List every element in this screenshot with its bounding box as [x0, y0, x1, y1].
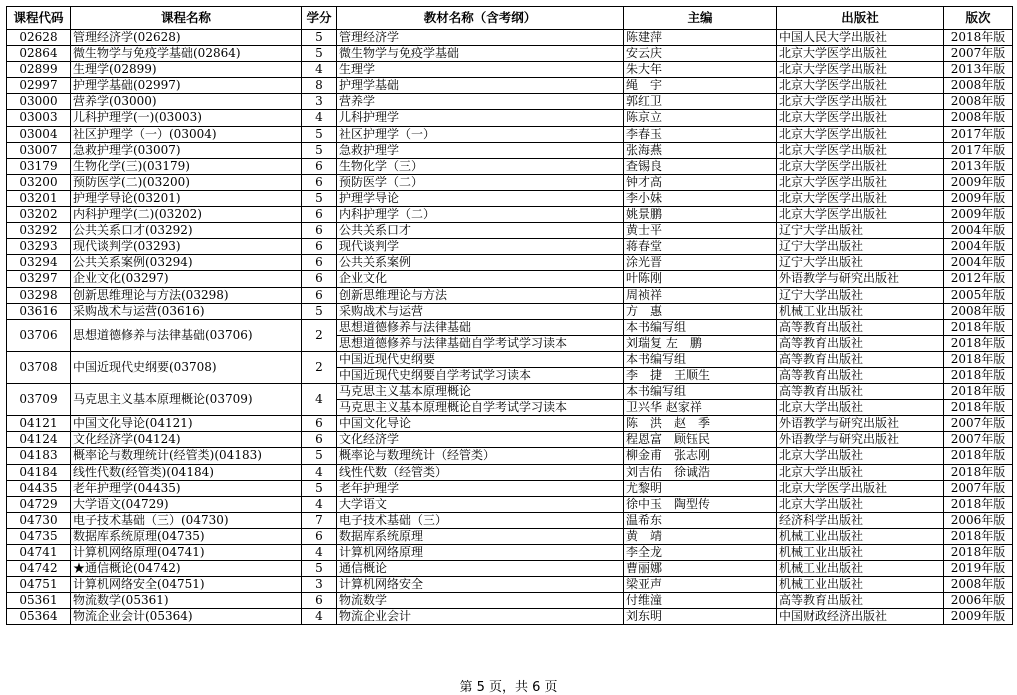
edition-cell: 2018年版: [944, 30, 1013, 46]
textbook-title-cell: 营养学: [337, 94, 624, 110]
edition-cell: 2008年版: [944, 110, 1013, 126]
course-name-cell: 马克思主义基本原理概论(03709): [71, 384, 302, 416]
textbook-title-cell: 大学语文: [337, 496, 624, 512]
edition-cell: 2018年版: [944, 528, 1013, 544]
course-name-cell: 公共关系口才(03292): [71, 223, 302, 239]
editor-cell: 刘东明: [624, 609, 777, 625]
editor-cell: 刘吉佑 徐诚浩: [624, 464, 777, 480]
textbook-title-cell: 预防医学（二）: [337, 174, 624, 190]
credit-cell: 3: [302, 94, 337, 110]
credit-cell: 6: [302, 174, 337, 190]
credit-cell: 4: [302, 110, 337, 126]
textbook-title-cell: 社区护理学（一）: [337, 126, 624, 142]
edition-cell: 2017年版: [944, 126, 1013, 142]
publisher-cell: 北京大学医学出版社: [777, 46, 944, 62]
course-code-cell: 04184: [7, 464, 71, 480]
textbook-title-cell: 采购战术与运营: [337, 303, 624, 319]
course-code-cell: 04435: [7, 480, 71, 496]
textbook-title-cell: 思想道德修养与法律基础自学考试学习读本: [337, 335, 624, 351]
edition-cell: 2008年版: [944, 94, 1013, 110]
editor-cell: 方 惠: [624, 303, 777, 319]
publisher-cell: 北京大学医学出版社: [777, 78, 944, 94]
textbook-title-cell: 通信概论: [337, 561, 624, 577]
edition-cell: 2005年版: [944, 287, 1013, 303]
edition-cell: 2018年版: [944, 496, 1013, 512]
table-row: [7, 545, 1013, 561]
editor-cell: 陈京立: [624, 110, 777, 126]
edition-cell: 2018年版: [944, 464, 1013, 480]
publisher-cell: 经济科学出版社: [777, 512, 944, 528]
header-course-code: 课程代码: [7, 7, 71, 30]
edition-cell: 2004年版: [944, 239, 1013, 255]
table-row: [7, 319, 1013, 335]
textbook-title-cell: 电子技术基础（三）: [337, 512, 624, 528]
course-code-cell: 03003: [7, 110, 71, 126]
table-row: [7, 94, 1013, 110]
table-row: [7, 239, 1013, 255]
publisher-cell: 北京大学医学出版社: [777, 207, 944, 223]
textbook-title-cell: 企业文化: [337, 271, 624, 287]
edition-cell: 2018年版: [944, 335, 1013, 351]
textbook-title-cell: 微生物学与免疫学基础: [337, 46, 624, 62]
edition-cell: 2018年版: [944, 400, 1013, 416]
editor-cell: 梁亚声: [624, 577, 777, 593]
publisher-cell: 外语教学与研究出版社: [777, 271, 944, 287]
course-code-cell: 04742: [7, 561, 71, 577]
textbook-title-cell: 中国近现代史纲要: [337, 351, 624, 367]
credit-cell: 5: [302, 561, 337, 577]
credit-cell: 2: [302, 351, 337, 383]
header-credit: 学分: [302, 7, 337, 30]
edition-cell: 2018年版: [944, 319, 1013, 335]
editor-cell: 本书编写组: [624, 319, 777, 335]
credit-cell: 6: [302, 255, 337, 271]
credit-cell: 4: [302, 609, 337, 625]
table-row: [7, 609, 1013, 625]
course-code-cell: 04124: [7, 432, 71, 448]
course-name-cell: 现代谈判学(03293): [71, 239, 302, 255]
credit-cell: 2: [302, 319, 337, 351]
publisher-cell: 外语教学与研究出版社: [777, 416, 944, 432]
credit-cell: 4: [302, 62, 337, 78]
editor-cell: 郭红卫: [624, 94, 777, 110]
edition-cell: 2017年版: [944, 142, 1013, 158]
course-code-cell: 03706: [7, 319, 71, 351]
publisher-cell: 高等教育出版社: [777, 367, 944, 383]
table-row: [7, 110, 1013, 126]
course-name-cell: 老年护理学(04435): [71, 480, 302, 496]
course-code-cell: 03292: [7, 223, 71, 239]
credit-cell: 4: [302, 464, 337, 480]
credit-cell: 5: [302, 126, 337, 142]
course-code-cell: 02628: [7, 30, 71, 46]
editor-cell: 李全龙: [624, 545, 777, 561]
edition-cell: 2009年版: [944, 190, 1013, 206]
course-name-cell: 儿科护理学(一)(03003): [71, 110, 302, 126]
course-name-cell: 数据库系统原理(04735): [71, 528, 302, 544]
header-publisher: 出版社: [777, 7, 944, 30]
edition-cell: 2006年版: [944, 512, 1013, 528]
course-code-cell: 04183: [7, 448, 71, 464]
credit-cell: 6: [302, 223, 337, 239]
publisher-cell: 高等教育出版社: [777, 384, 944, 400]
textbook-title-cell: 数据库系统原理: [337, 528, 624, 544]
header-editor: 主编: [624, 7, 777, 30]
edition-cell: 2007年版: [944, 480, 1013, 496]
table-row: [7, 62, 1013, 78]
publisher-cell: 北京大学出版社: [777, 400, 944, 416]
editor-cell: 李小妹: [624, 190, 777, 206]
course-code-cell: 04741: [7, 545, 71, 561]
course-name-cell: 急救护理学(03007): [71, 142, 302, 158]
textbook-title-cell: 护理学基础: [337, 78, 624, 94]
publisher-cell: 北京大学医学出版社: [777, 110, 944, 126]
table-row: [7, 448, 1013, 464]
credit-cell: 5: [302, 46, 337, 62]
credit-cell: 4: [302, 384, 337, 416]
edition-cell: 2004年版: [944, 255, 1013, 271]
textbook-title-cell: 中国近现代史纲要自学考试学习读本: [337, 367, 624, 383]
editor-cell: 李 捷 王顺生: [624, 367, 777, 383]
editor-cell: 徐中玉 陶型传: [624, 496, 777, 512]
course-code-cell: 03007: [7, 142, 71, 158]
table-row: [7, 528, 1013, 544]
edition-cell: 2004年版: [944, 223, 1013, 239]
course-name-cell: 中国近现代史纲要(03708): [71, 351, 302, 383]
course-name-cell: 生理学(02899): [71, 62, 302, 78]
table-row: [7, 46, 1013, 62]
editor-cell: 黄士平: [624, 223, 777, 239]
edition-cell: 2013年版: [944, 158, 1013, 174]
textbook-title-cell: 生理学: [337, 62, 624, 78]
textbook-title-cell: 老年护理学: [337, 480, 624, 496]
table-row: [7, 303, 1013, 319]
course-code-cell: 04751: [7, 577, 71, 593]
credit-cell: 4: [302, 545, 337, 561]
editor-cell: 曹丽娜: [624, 561, 777, 577]
textbook-title-cell: 现代谈判学: [337, 239, 624, 255]
credit-cell: 5: [302, 448, 337, 464]
publisher-cell: 机械工业出版社: [777, 577, 944, 593]
course-name-cell: 生物化学(三)(03179): [71, 158, 302, 174]
table-row: [7, 593, 1013, 609]
editor-cell: 姚景鹏: [624, 207, 777, 223]
course-code-cell: 05361: [7, 593, 71, 609]
publisher-cell: 机械工业出版社: [777, 545, 944, 561]
credit-cell: 5: [302, 30, 337, 46]
editor-cell: 程恩富 顾钰民: [624, 432, 777, 448]
editor-cell: 蒋春堂: [624, 239, 777, 255]
publisher-cell: 高等教育出版社: [777, 351, 944, 367]
edition-cell: 2018年版: [944, 351, 1013, 367]
publisher-cell: 北京大学出版社: [777, 448, 944, 464]
publisher-cell: 北京大学医学出版社: [777, 158, 944, 174]
course-name-cell: 公共关系案例(03294): [71, 255, 302, 271]
course-code-cell: 03708: [7, 351, 71, 383]
publisher-cell: 机械工业出版社: [777, 303, 944, 319]
publisher-cell: 机械工业出版社: [777, 528, 944, 544]
course-code-cell: 03294: [7, 255, 71, 271]
editor-cell: 朱大年: [624, 62, 777, 78]
textbook-title-cell: 中国文化导论: [337, 416, 624, 432]
table-row: [7, 464, 1013, 480]
credit-cell: 3: [302, 577, 337, 593]
credit-cell: 6: [302, 239, 337, 255]
table-row: [7, 384, 1013, 400]
table-row: [7, 158, 1013, 174]
course-name-cell: 线性代数(经管类)(04184): [71, 464, 302, 480]
edition-cell: 2013年版: [944, 62, 1013, 78]
table-row: [7, 496, 1013, 512]
edition-cell: 2019年版: [944, 561, 1013, 577]
table-row: [7, 207, 1013, 223]
editor-cell: 张海燕: [624, 142, 777, 158]
table-row: [7, 561, 1013, 577]
textbook-title-cell: 公共关系案例: [337, 255, 624, 271]
publisher-cell: 北京大学医学出版社: [777, 142, 944, 158]
editor-cell: 本书编写组: [624, 384, 777, 400]
textbook-title-cell: 儿科护理学: [337, 110, 624, 126]
edition-cell: 2008年版: [944, 577, 1013, 593]
course-name-cell: 护理学导论(03201): [71, 190, 302, 206]
course-code-cell: 03616: [7, 303, 71, 319]
edition-cell: 2007年版: [944, 416, 1013, 432]
credit-cell: 6: [302, 593, 337, 609]
table-row: [7, 255, 1013, 271]
editor-cell: 刘瑞复 左 鹏: [624, 335, 777, 351]
course-name-cell: 中国文化导论(04121): [71, 416, 302, 432]
publisher-cell: 高等教育出版社: [777, 319, 944, 335]
course-name-cell: 微生物学与免疫学基础(02864): [71, 46, 302, 62]
table-row: [7, 416, 1013, 432]
edition-cell: 2018年版: [944, 367, 1013, 383]
textbook-title-cell: 马克思主义基本原理概论自学考试学习读本: [337, 400, 624, 416]
course-code-cell: 03298: [7, 287, 71, 303]
course-code-cell: 03293: [7, 239, 71, 255]
table-row: [7, 126, 1013, 142]
credit-cell: 6: [302, 432, 337, 448]
publisher-cell: 辽宁大学出版社: [777, 287, 944, 303]
textbook-title-cell: 物流企业会计: [337, 609, 624, 625]
publisher-cell: 北京大学医学出版社: [777, 126, 944, 142]
textbook-title-cell: 物流数学: [337, 593, 624, 609]
course-name-cell: 物流数学(05361): [71, 593, 302, 609]
textbook-title-cell: 文化经济学: [337, 432, 624, 448]
publisher-cell: 外语教学与研究出版社: [777, 432, 944, 448]
course-name-cell: ★通信概论(04742): [71, 561, 302, 577]
course-name-cell: 概率论与数理统计(经管类)(04183): [71, 448, 302, 464]
textbook-title-cell: 管理经济学: [337, 30, 624, 46]
publisher-cell: 中国人民大学出版社: [777, 30, 944, 46]
editor-cell: 安云庆: [624, 46, 777, 62]
course-name-cell: 社区护理学（一）(03004): [71, 126, 302, 142]
course-code-cell: 02899: [7, 62, 71, 78]
editor-cell: 本书编写组: [624, 351, 777, 367]
course-name-cell: 电子技术基础（三）(04730): [71, 512, 302, 528]
course-name-cell: 采购战术与运营(03616): [71, 303, 302, 319]
textbook-title-cell: 概率论与数理统计（经管类）: [337, 448, 624, 464]
table-row: [7, 190, 1013, 206]
course-name-cell: 创新思维理论与方法(03298): [71, 287, 302, 303]
publisher-cell: 高等教育出版社: [777, 593, 944, 609]
editor-cell: 付维潼: [624, 593, 777, 609]
course-name-cell: 管理经济学(02628): [71, 30, 302, 46]
table-row: [7, 577, 1013, 593]
course-name-cell: 计算机网络原理(04741): [71, 545, 302, 561]
credit-cell: 6: [302, 207, 337, 223]
course-textbook-table: [6, 6, 1013, 625]
editor-cell: 卫兴华 赵家祥: [624, 400, 777, 416]
textbook-title-cell: 急救护理学: [337, 142, 624, 158]
table-row: [7, 432, 1013, 448]
course-code-cell: 04730: [7, 512, 71, 528]
course-name-cell: 文化经济学(04124): [71, 432, 302, 448]
publisher-cell: 北京大学医学出版社: [777, 62, 944, 78]
publisher-cell: 辽宁大学出版社: [777, 223, 944, 239]
course-code-cell: 03709: [7, 384, 71, 416]
course-code-cell: 03297: [7, 271, 71, 287]
header-textbook-title: 教材名称（含考纲）: [337, 7, 624, 30]
publisher-cell: 辽宁大学出版社: [777, 255, 944, 271]
editor-cell: 周祯祥: [624, 287, 777, 303]
course-code-cell: 03200: [7, 174, 71, 190]
edition-cell: 2018年版: [944, 384, 1013, 400]
publisher-cell: 北京大学医学出版社: [777, 94, 944, 110]
edition-cell: 2009年版: [944, 207, 1013, 223]
header-edition: 版次: [944, 7, 1013, 30]
course-name-cell: 营养学(03000): [71, 94, 302, 110]
textbook-title-cell: 计算机网络原理: [337, 545, 624, 561]
edition-cell: 2006年版: [944, 593, 1013, 609]
edition-cell: 2018年版: [944, 545, 1013, 561]
textbook-title-cell: 计算机网络安全: [337, 577, 624, 593]
table-row: [7, 287, 1013, 303]
textbook-title-cell: 线性代数（经管类）: [337, 464, 624, 480]
editor-cell: 李春玉: [624, 126, 777, 142]
table-row: [7, 30, 1013, 46]
table-row: [7, 174, 1013, 190]
publisher-cell: 辽宁大学出版社: [777, 239, 944, 255]
editor-cell: 柳金甫 张志刚: [624, 448, 777, 464]
course-name-cell: 预防医学(二)(03200): [71, 174, 302, 190]
credit-cell: 4: [302, 496, 337, 512]
editor-cell: 陈 洪 赵 季: [624, 416, 777, 432]
credit-cell: 5: [302, 303, 337, 319]
credit-cell: 8: [302, 78, 337, 94]
header-course-name: 课程名称: [71, 7, 302, 30]
textbook-title-cell: 护理学导论: [337, 190, 624, 206]
edition-cell: 2007年版: [944, 46, 1013, 62]
publisher-cell: 北京大学医学出版社: [777, 174, 944, 190]
course-code-cell: 02997: [7, 78, 71, 94]
course-code-cell: 03000: [7, 94, 71, 110]
edition-cell: 2007年版: [944, 432, 1013, 448]
credit-cell: 7: [302, 512, 337, 528]
credit-cell: 5: [302, 190, 337, 206]
editor-cell: 黄 靖: [624, 528, 777, 544]
editor-cell: 陈建萍: [624, 30, 777, 46]
publisher-cell: 北京大学医学出版社: [777, 190, 944, 206]
editor-cell: 叶陈刚: [624, 271, 777, 287]
textbook-title-cell: 公共关系口才: [337, 223, 624, 239]
publisher-cell: 中国财政经济出版社: [777, 609, 944, 625]
table-row: [7, 142, 1013, 158]
course-code-cell: 05364: [7, 609, 71, 625]
table-header-row: [7, 7, 1013, 30]
course-code-cell: 04735: [7, 528, 71, 544]
edition-cell: 2009年版: [944, 174, 1013, 190]
editor-cell: 涂光晋: [624, 255, 777, 271]
course-name-cell: 护理学基础(02997): [71, 78, 302, 94]
edition-cell: 2018年版: [944, 448, 1013, 464]
table-row: [7, 480, 1013, 496]
edition-cell: 2008年版: [944, 303, 1013, 319]
course-name-cell: 大学语文(04729): [71, 496, 302, 512]
textbook-title-cell: 创新思维理论与方法: [337, 287, 624, 303]
credit-cell: 5: [302, 480, 337, 496]
textbook-title-cell: 生物化学（三）: [337, 158, 624, 174]
editor-cell: 尤黎明: [624, 480, 777, 496]
textbook-title-cell: 内科护理学（二）: [337, 207, 624, 223]
course-name-cell: 计算机网络安全(04751): [71, 577, 302, 593]
course-code-cell: 04121: [7, 416, 71, 432]
editor-cell: 查锡良: [624, 158, 777, 174]
edition-cell: 2012年版: [944, 271, 1013, 287]
credit-cell: 6: [302, 287, 337, 303]
credit-cell: 6: [302, 416, 337, 432]
course-code-cell: 02864: [7, 46, 71, 62]
page-footer: 第 5 页，共 6 页: [459, 680, 558, 695]
table-row: [7, 78, 1013, 94]
course-name-cell: 物流企业会计(05364): [71, 609, 302, 625]
publisher-cell: 北京大学出版社: [777, 464, 944, 480]
publisher-cell: 北京大学出版社: [777, 496, 944, 512]
course-code-cell: 03202: [7, 207, 71, 223]
credit-cell: 5: [302, 142, 337, 158]
course-code-cell: 03179: [7, 158, 71, 174]
textbook-title-cell: 马克思主义基本原理概论: [337, 384, 624, 400]
table-row: [7, 351, 1013, 367]
course-code-cell: 03201: [7, 190, 71, 206]
publisher-cell: 机械工业出版社: [777, 561, 944, 577]
editor-cell: 绳 宇: [624, 78, 777, 94]
table-row: [7, 512, 1013, 528]
course-name-cell: 思想道德修养与法律基础(03706): [71, 319, 302, 351]
edition-cell: 2009年版: [944, 609, 1013, 625]
edition-cell: 2008年版: [944, 78, 1013, 94]
course-name-cell: 内科护理学(二)(03202): [71, 207, 302, 223]
credit-cell: 6: [302, 271, 337, 287]
editor-cell: 温希东: [624, 512, 777, 528]
credit-cell: 6: [302, 528, 337, 544]
textbook-title-cell: 思想道德修养与法律基础: [337, 319, 624, 335]
course-name-cell: 企业文化(03297): [71, 271, 302, 287]
table-row: [7, 271, 1013, 287]
table-row: [7, 223, 1013, 239]
credit-cell: 6: [302, 158, 337, 174]
course-code-cell: 04729: [7, 496, 71, 512]
publisher-cell: 北京大学医学出版社: [777, 480, 944, 496]
course-code-cell: 03004: [7, 126, 71, 142]
editor-cell: 钟才高: [624, 174, 777, 190]
publisher-cell: 高等教育出版社: [777, 335, 944, 351]
